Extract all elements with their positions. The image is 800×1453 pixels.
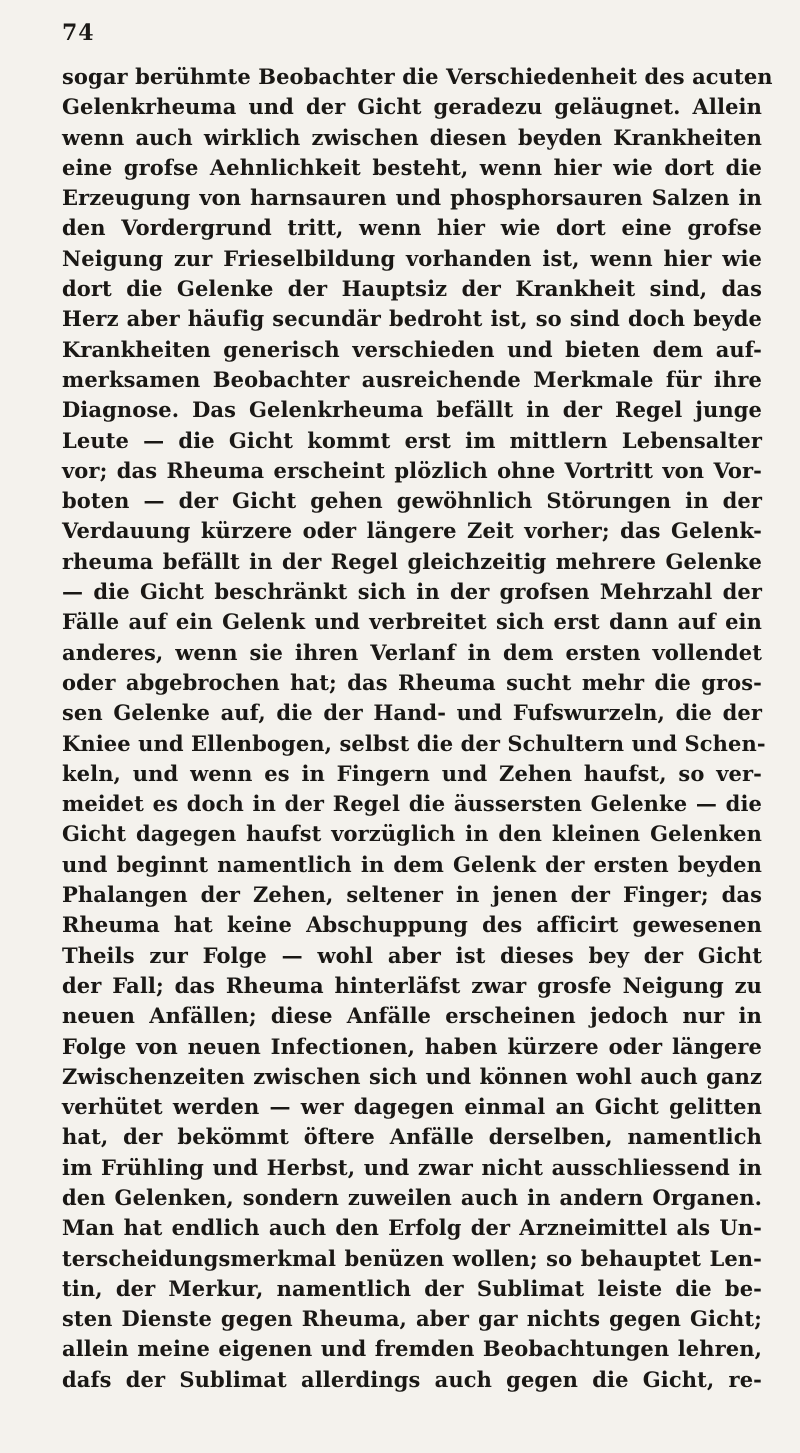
text-line: dort die Gelenke der Hauptsiz der Krankheit sind, das <box>62 276 762 302</box>
body-text <box>62 62 773 1395</box>
text-line: Neigung zur Frieselbildung vorhanden ist, wenn hier wie <box>62 245 762 271</box>
text-line: Fälle auf ein Gelenk und verbreitet sich erst dann auf ein <box>62 609 762 635</box>
text-line: oder abgebrochen hat; das Rheuma sucht mehr die gros- <box>62 669 762 695</box>
text-line: merksamen Beobachter ausreichende Merkmale für ihre <box>62 366 762 392</box>
text-line: eine grofse Aehnlichkeit besteht, wenn hier wie dort die <box>62 154 762 180</box>
text-line: Gicht dagegen haufst vorzüglich in den kleinen Gelenken <box>62 821 762 847</box>
text-line: Phalangen der Zehen, seltener in jenen der Finger; das <box>62 882 762 908</box>
text-line: wenn auch wirklich zwischen diesen beyden Krankheiten <box>62 124 762 150</box>
text-line: den Gelenken, sondern zuweilen auch in andern Organen. <box>62 1184 762 1210</box>
text-line: den Vordergrund tritt, wenn hier wie dort eine grofse <box>62 215 762 241</box>
text-line: Zwischenzeiten zwischen sich und können wohl auch ganz <box>62 1063 762 1089</box>
text-line: Man hat endlich auch den Erfolg der Arzneimittel als Un- <box>62 1215 762 1241</box>
text-line: terscheidungsmerkmal benüzen wollen; so behauptet Len- <box>62 1245 762 1271</box>
text-line: sen Gelenke auf, die der Hand- und Fufswurzeln, die der <box>62 700 762 726</box>
text-line: vor; das Rheuma erscheint plözlich ohne Vortritt von Vor- <box>62 457 762 483</box>
text-line: und beginnt namentlich in dem Gelenk der ersten beyden <box>62 851 762 877</box>
text-line: Herz aber häufig secundär bedroht ist, so sind doch beyde <box>62 306 762 332</box>
text-line: sten Dienste gegen Rheuma, aber gar nichts gegen Gicht; <box>62 1306 762 1332</box>
text-line: rheuma befällt in der Regel gleichzeitig mehrere Gelenke <box>62 548 762 574</box>
text-line: verhütet werden — wer dagegen einmal an Gicht gelitten <box>62 1094 762 1120</box>
text-line: Krankheiten generisch verschieden und bieten dem auf- <box>62 336 762 362</box>
text-line: Leute — die Gicht kommt erst im mittlern Lebensalter <box>62 427 762 453</box>
text-line: Theils zur Folge — wohl aber ist dieses bey der Gicht <box>62 942 762 968</box>
text-line: im Frühling und Herbst, und zwar nicht ausschliessend in <box>62 1154 762 1180</box>
text-line: hat, der bekömmt öftere Anfälle derselben, namentlich <box>62 1124 762 1150</box>
text-line: Diagnose. Das Gelenkrheuma befällt in der Regel junge <box>62 397 762 423</box>
text-line: der Fall; das Rheuma hinterläfst zwar grosfe Neigung zu <box>62 972 762 998</box>
text-line: meidet es doch in der Regel die äussersten Gelenke — die <box>62 791 762 817</box>
text-line: neuen Anfällen; diese Anfälle erscheinen jedoch nur in <box>62 1003 762 1029</box>
text-line: Rheuma hat keine Abschuppung des afficirt gewesenen <box>62 912 762 938</box>
text-line: sogar berühmte Beobachter die Verschiedenheit des acuten <box>62 64 773 89</box>
page-number: 74 <box>62 20 95 46</box>
text-line: Kniee und Ellenbogen, selbst die der Schultern und Schen- <box>62 730 766 756</box>
text-line: tin, der Merkur, namentlich der Sublimat leiste die be- <box>62 1275 762 1301</box>
text-line: Gelenkrheuma und der Gicht geradezu geläugnet. Allein <box>62 94 762 120</box>
text-line: dafs der Sublimat allerdings auch gegen die Gicht, re- <box>62 1366 762 1392</box>
text-line: allein meine eigenen und fremden Beobachtungen lehren, <box>62 1336 762 1362</box>
text-line: boten — der Gicht gehen gewöhnlich Störungen in der <box>62 488 762 514</box>
text-line: keln, und wenn es in Fingern und Zehen haufst, so ver- <box>62 760 762 786</box>
text-line: Erzeugung von harnsauren und phosphorsauren Salzen in <box>62 185 762 211</box>
text-line: Folge von neuen Infectionen, haben kürzere oder längere <box>62 1033 762 1059</box>
text-line: Verdauung kürzere oder längere Zeit vorher; das Gelenk- <box>62 518 762 544</box>
text-line: — die Gicht beschränkt sich in der grofsen Mehrzahl der <box>62 579 762 605</box>
text-line: anderes, wenn sie ihren Verlanf in dem ersten vollendet <box>62 639 762 665</box>
